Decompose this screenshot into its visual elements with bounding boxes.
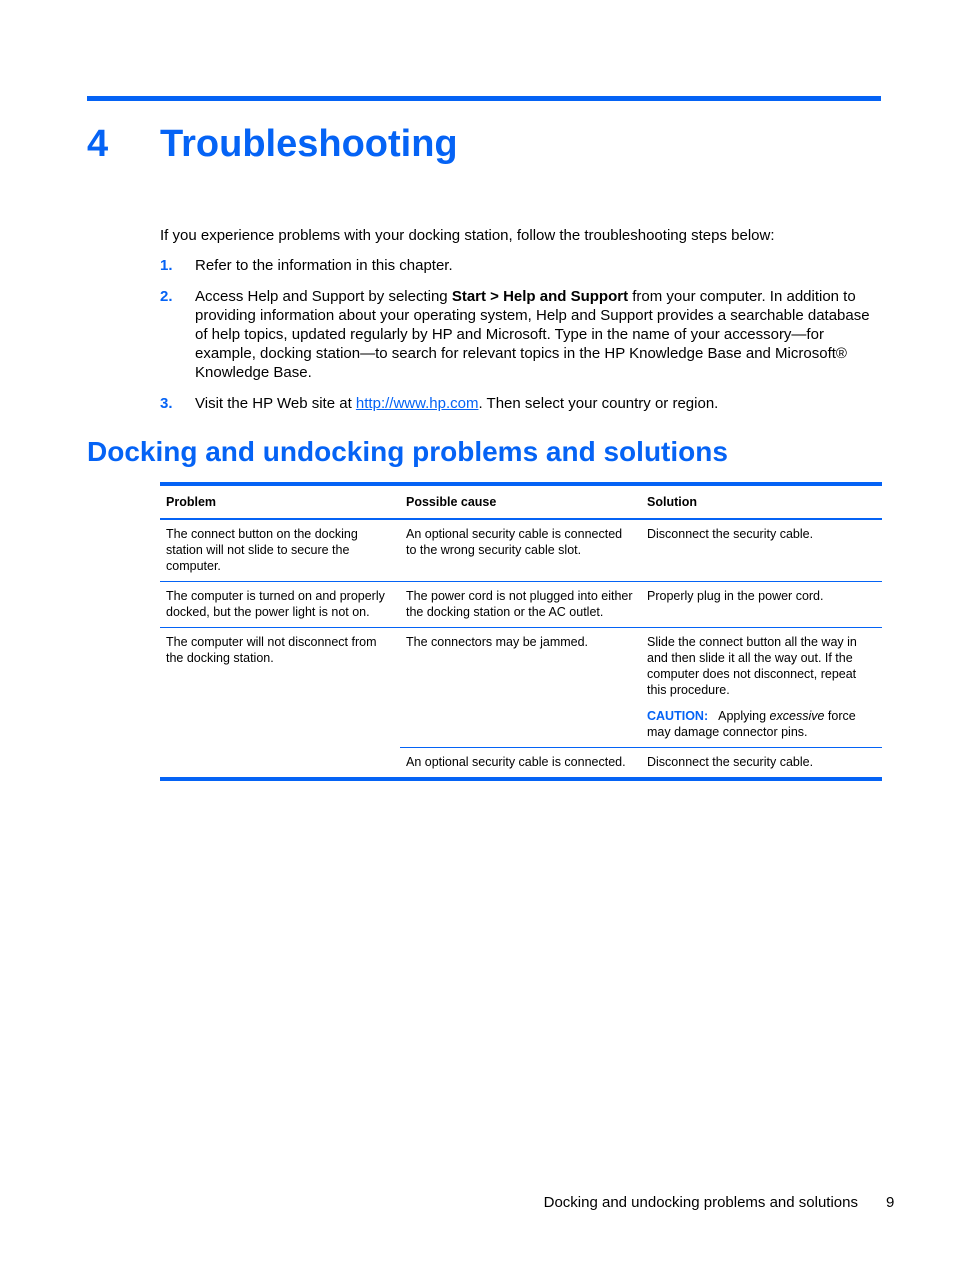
step-text-part: Visit the HP Web site at [195,395,356,412]
intro-paragraph: If you experience problems with your docking station, follow the troubleshooting steps below: [160,227,775,244]
step-text-part: . Then select your country or region. [478,395,719,412]
caution-note [647,708,876,740]
solution-cell [641,628,882,748]
step-number: 1. [160,257,173,274]
problem-cell: The computer will not disconnect from the docking station. [166,635,377,665]
caution-label: CAUTION: [647,709,709,723]
page-number: 9 [886,1194,895,1211]
table-row [160,628,882,748]
header-solution: Solution [641,484,882,519]
chapter-heading [87,121,458,167]
chapter-rule [87,96,881,101]
solution-cell: Disconnect the security cable. [641,519,882,582]
troubleshooting-table-wrapper [160,482,882,781]
step-number: 2. [160,288,173,305]
solution-cell: Disconnect the security cable. [647,755,814,769]
step-item [160,287,882,382]
header-possible-cause: Possible cause [400,484,641,519]
step-item [160,394,882,413]
hp-website-link[interactable]: http://www.hp.com [355,395,479,412]
step-text [195,287,882,382]
troubleshooting-table [160,482,882,781]
cause-cell: The connectors may be jammed. [400,628,641,748]
solution-text: Slide the connect button all the way in and then slide it all the way out. If the computer does not disconnect, repeat this procedure. [647,635,857,697]
step-number: 3. [160,395,173,412]
cause-cell: An optional security cable is connected. [406,755,626,769]
chapter-number: 4 [87,123,109,165]
table-row [160,519,882,582]
solution-cell: Properly plug in the power cord. [641,582,882,628]
cause-cell: An optional security cable is connected to the wrong security cable slot. [400,519,641,582]
menu-path: Start > Help and Support [451,288,629,305]
caution-text-part: force may damage connector pins. [647,709,856,739]
table-row [160,582,882,628]
step-item [160,256,882,275]
table-header-row [160,484,882,519]
step-text: Refer to the information in this chapter. [195,257,453,274]
section-heading: Docking and undocking problems and solutions [87,436,728,467]
header-problem: Problem [160,484,400,519]
caution-text-part: Applying [718,709,770,723]
chapter-title: Troubleshooting [160,123,458,165]
caution-emphasis: excessive [769,709,825,723]
step-text-part: from your computer. In addition to providing information about your operating system, Help and Support provides a searchable database of help topics, updated regularly by HP and Microsoft. Type in the name of your accessory—for example, docking station—to search for relevant topics in the HP Knowledge Base and Microsoft® Knowledge Base. [195,288,870,381]
cause-cell: The power cord is not plugged into either the docking station or the AC outlet. [400,582,641,628]
step-text-part: Access Help and Support by selecting [195,288,452,305]
step-text [195,394,882,413]
footer-section-title: Docking and undocking problems and solutions [543,1194,858,1211]
problem-cell: The computer is turned on and properly docked, but the power light is not on. [160,582,400,628]
problem-cell: The connect button on the docking station will not slide to secure the computer. [160,519,400,582]
